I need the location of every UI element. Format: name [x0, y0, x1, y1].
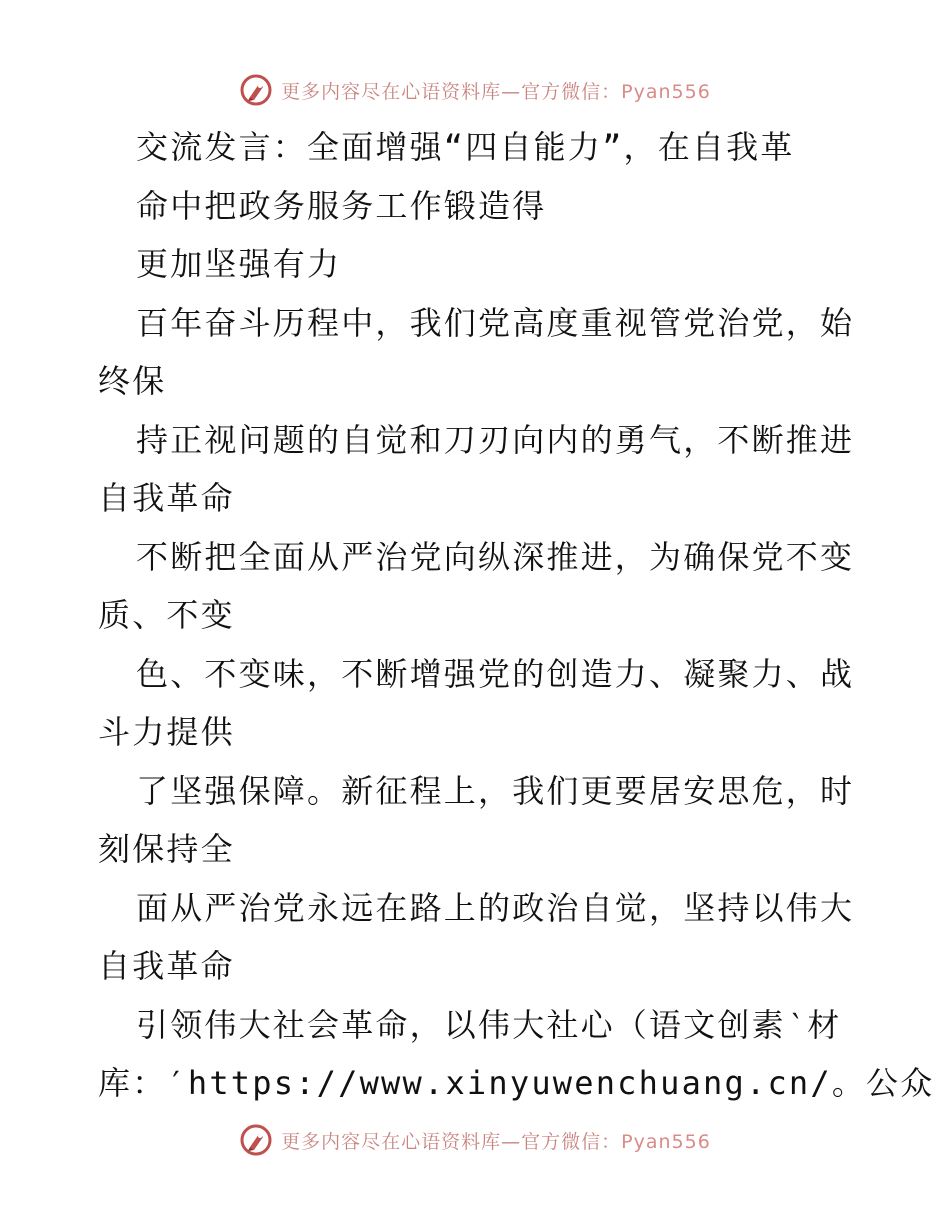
- text-line: 面从严治党永远在路上的政治自觉，坚持以伟大: [136, 888, 855, 927]
- document-body: [98, 118, 935, 1113]
- text-line: 库：′https://www.xinyuwenchuang.cn/。公众: [98, 1064, 935, 1102]
- text-line: 自我革命: [98, 479, 235, 517]
- text-line: 交流发言：全面增强“四自能力”，在自我革: [136, 128, 795, 166]
- footer-watermark: [0, 1120, 950, 1160]
- text-line: 自我革命: [98, 947, 235, 985]
- text-line: 命中把政务服务工作锻造得: [136, 186, 547, 225]
- watermark-text: 更多内容尽在心语资料库—官方微信：Pyan556: [281, 1130, 711, 1153]
- pen-logo-icon: [239, 1123, 273, 1157]
- text-line: 色、不变味，不断增强党的创造力、凝聚力、战: [136, 654, 855, 693]
- text-line: 不断把全面从严治党向纵深推进，为确保党不变: [136, 537, 855, 576]
- text-line: 终保: [98, 362, 167, 400]
- text-line: 了坚强保障。新征程上，我们更要居安思危，时: [136, 771, 855, 810]
- text-line: 引领伟大社会革命，以伟大社心（语文创素‵材: [136, 1005, 842, 1044]
- text-line: 刻保持全: [98, 830, 235, 868]
- text-line: 更加坚强有力: [136, 245, 342, 283]
- text-line: 质、不变: [98, 596, 235, 634]
- text-line: 持正视问题的自觉和刀刃向内的勇气，不断推进: [136, 420, 855, 459]
- header-watermark: [0, 70, 950, 110]
- pen-logo-icon: [239, 73, 273, 107]
- watermark-text: 更多内容尽在心语资料库—官方微信：Pyan556: [281, 80, 711, 103]
- text-line: 百年奋斗历程中，我们党高度重视管党治党，始: [136, 303, 855, 342]
- text-line: 斗力提供: [98, 713, 235, 751]
